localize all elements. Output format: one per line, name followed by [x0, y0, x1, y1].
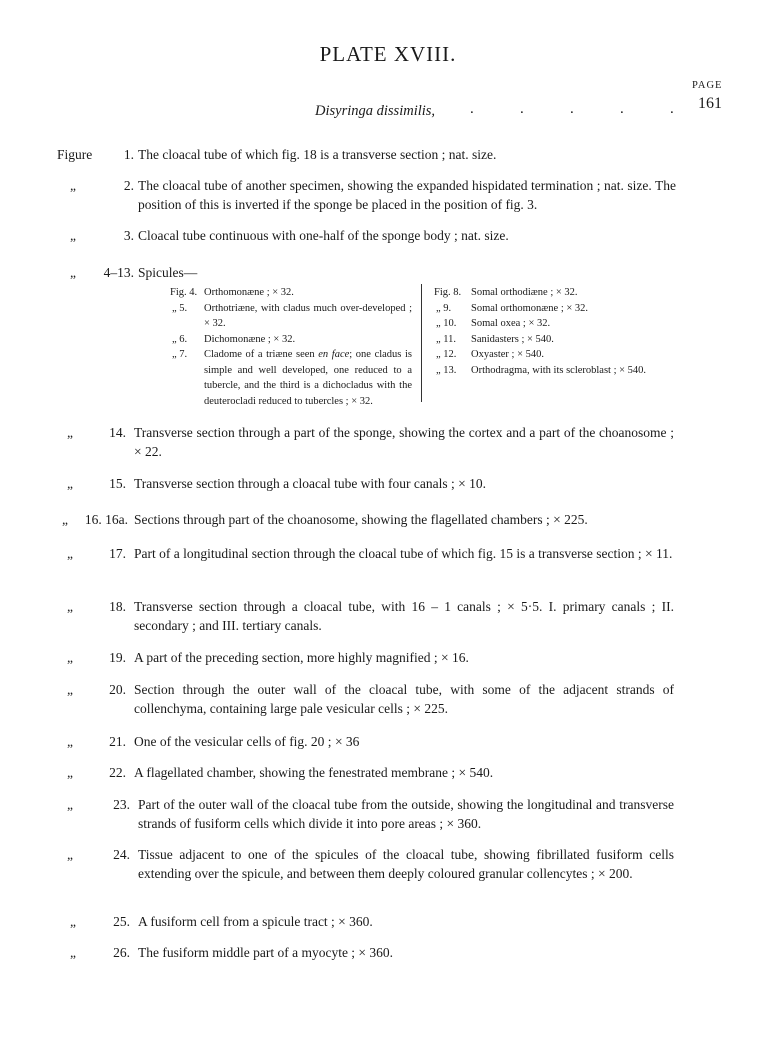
figure-number: 4–13. [103, 265, 134, 280]
spicule-text-part: ; one cladus is simple and well developed, one reduced to a tubercle, and the third is a dichocladus with the deuterocladi reduced to tubercles ; × 32. [204, 349, 413, 407]
figure-label: „ [67, 425, 73, 440]
spicule-text: Orthotriæne, with cladus much over-developed ; × 32. [204, 302, 412, 329]
leader-dot: . [470, 101, 474, 117]
figure-number: 23. [113, 797, 130, 812]
leader-dots [470, 101, 720, 118]
spicule-text: Orthomonæne ; × 32. [204, 287, 294, 298]
spicule-label: „ 13. [436, 364, 457, 376]
spicule-label: „ 7. [172, 349, 188, 360]
spicule-text: Somal oxea ; × 32. [471, 318, 551, 329]
spicule-label: „ 5. [172, 302, 188, 314]
figure-number: 1. [123, 147, 134, 162]
spicule-text-part: Cladome of a triæne seen [204, 349, 319, 360]
spicule-item [434, 285, 678, 301]
figure-label: „ [70, 914, 76, 929]
leader-dot: . [520, 101, 524, 117]
spicule-item [170, 347, 412, 409]
figure-caption: Sections through part of the choanosome, showing the flagellated chambers ; × 225. [134, 512, 588, 527]
spicule-text: Oxyaster ; × 540. [471, 349, 544, 360]
figure-number: 26. [113, 945, 130, 960]
spicule-label: „ 9. [436, 302, 452, 314]
figure-number: 18. [109, 599, 126, 614]
figure-caption: A flagellated chamber, showing the fenestrated membrane ; × 540. [134, 765, 494, 780]
spicule-text: Dichomonæne ; × 32. [204, 333, 296, 345]
figure-caption: Transverse section through a cloacal tube with four canals ; × 10. [134, 476, 487, 491]
spicule-label: Fig. 8. [434, 287, 462, 298]
spicule-text: Somal orthomonæne ; × 32. [471, 302, 589, 314]
figure-caption: Cloacal tube continuous with one-half of the sponge body ; nat. size. [138, 228, 509, 243]
figure-label: „ [70, 945, 76, 960]
figure-number: 15. [109, 476, 126, 491]
figure-caption: The cloacal tube of which fig. 18 is a transverse section ; nat. size. [138, 147, 497, 162]
page-label: PAGE [692, 80, 723, 91]
spicule-label: „ 11. [436, 333, 457, 345]
figure-label: „ [67, 847, 73, 862]
figure-number: 3. [123, 228, 134, 243]
spicule-text: Somal orthodiæne ; × 32. [471, 287, 578, 298]
figure-label: „ [67, 765, 73, 780]
figure-caption: Transverse section through a cloacal tube, with 16 – 1 canals ; × 5·5. I. primary canals ; II. secondary ; and III. tertiary canals. [134, 599, 674, 633]
figure-caption: Tissue adjacent to one of the spicules of the cloacal tube, showing fibrillated fusiform cells extending over the spicule, and between them deeply coloured granular collencytes ; × 200. [138, 847, 674, 881]
figure-number: 25. [113, 914, 130, 929]
figure-caption: Section through the outer wall of the cloacal tube, with some of the adjacent strands of collenchyma, containing large pale vesicular cells ; × 225. [134, 682, 674, 716]
spicule-item [434, 363, 678, 379]
figure-caption: Part of a longitudinal section through the cloacal tube of which fig. 15 is a transverse section ; × 11. [134, 546, 673, 561]
leader-dot: . [620, 101, 624, 117]
spicule-item [170, 285, 412, 301]
spicules-left-column [170, 285, 412, 409]
column-divider [421, 284, 422, 402]
spicule-text: Sanidasters ; × 540. [471, 333, 554, 345]
page-number: 161 [698, 95, 722, 112]
figure-label: „ [67, 599, 73, 614]
spicule-item [434, 301, 678, 317]
spicule-text-italic: en face [318, 349, 350, 360]
figure-number: 17. [109, 546, 126, 561]
figure-number: 14. [109, 425, 126, 440]
figure-label: „ [70, 265, 76, 280]
figure-caption: The fusiform middle part of a myocyte ; × 360. [138, 945, 394, 960]
spicule-item [170, 332, 412, 348]
spicule-label: Fig. 4. [170, 287, 198, 298]
leader-dot: . [570, 101, 574, 117]
figure-number: 16. 16a. [84, 512, 128, 527]
figure-number: 22. [109, 765, 126, 780]
figure-label: „ [67, 476, 73, 491]
figure-label: Figure [57, 147, 93, 162]
figure-caption: The cloacal tube of another specimen, showing the expanded hispidated termination ; nat. size. The position of this is inverted if the sponge be placed in the position of fig. 3. [138, 178, 676, 212]
figure-caption: Transverse section through a part of the sponge, showing the cortex and a part of the choanosome ; × 22. [134, 425, 674, 459]
figure-number: 2. [123, 178, 134, 193]
figure-label: „ [67, 797, 73, 812]
figure-caption: A part of the preceding section, more highly magnified ; × 16. [134, 650, 469, 665]
spicule-text [204, 347, 412, 409]
leader-dot: . [670, 101, 674, 117]
figure-label: „ [67, 546, 73, 561]
spicule-item [170, 301, 412, 332]
figure-label: „ [70, 178, 76, 193]
plate-title: PLATE XVIII. [319, 42, 457, 66]
figure-label: „ [67, 682, 73, 697]
figure-caption: Spicules— [138, 265, 198, 280]
figure-caption: A fusiform cell from a spicule tract ; × 360. [138, 914, 373, 929]
spicule-label: „ 6. [172, 333, 188, 345]
figure-caption: Part of the outer wall of the cloacal tube from the outside, showing the longitudinal and transverse strands of fusiform cells which divide it into pore areas ; × 360. [138, 797, 674, 831]
figure-label: „ [70, 228, 76, 243]
figure-number: 24. [113, 847, 130, 862]
spicule-label: „ 10. [436, 318, 457, 329]
figure-label: „ [67, 650, 73, 665]
spicule-item [434, 332, 678, 348]
spicule-item [434, 347, 678, 363]
spicules-right-column [434, 285, 678, 378]
figure-number: 20. [109, 682, 126, 697]
spicule-item [434, 316, 678, 332]
figure-number: 19. [109, 650, 126, 665]
species-name: Disyringa dissimilis, [315, 103, 436, 119]
spicule-label: „ 12. [436, 349, 457, 360]
spicule-text: Orthodragma, with its scleroblast ; × 540. [471, 364, 647, 376]
figure-number: 21. [109, 734, 126, 749]
figure-label: „ [62, 512, 68, 527]
figure-caption: One of the vesicular cells of fig. 20 ; × 36 [134, 734, 360, 749]
figure-label: „ [67, 734, 73, 749]
